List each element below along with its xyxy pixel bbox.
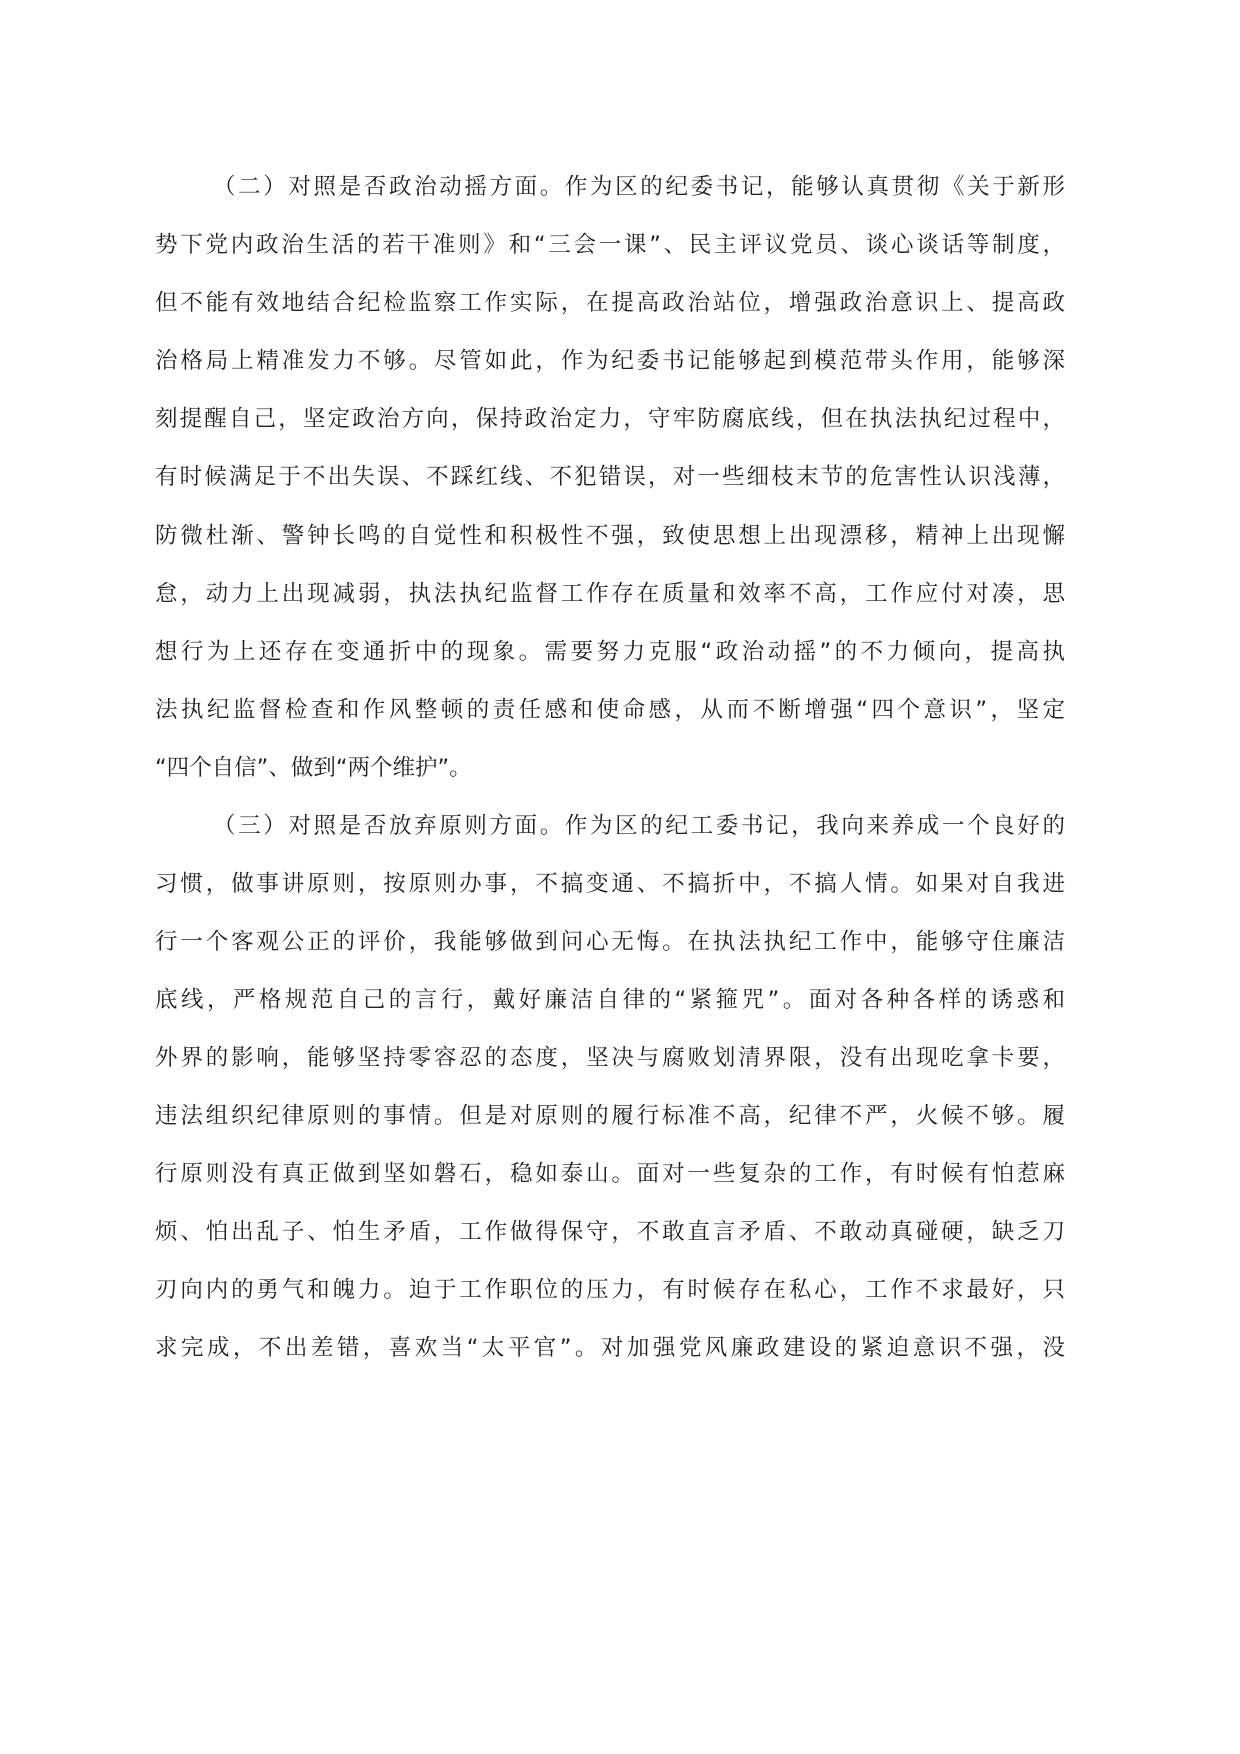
- paragraph-line: （二）对照是否政治动摇方面。作为区的纪委书记，能够认真贯彻《关于新形: [213, 174, 1065, 200]
- paragraph-line: 有时候满足于不出失误、不踩红线、不犯错误，对一些细枝末节的危害性认识浅薄，: [155, 464, 1065, 490]
- paragraph-line: 习惯，做事讲原则，按原则办事，不搞变通、不搞折中，不搞人情。如果对自我进: [155, 871, 1065, 897]
- paragraph-line: 刃向内的勇气和魄力。迫于工作职位的压力，有时候存在私心，工作不求最好，只: [155, 1277, 1065, 1303]
- paragraph-line: 怠，动力上出现减弱，执法执纪监督工作存在质量和效率不高，工作应付对凑，思: [155, 581, 1065, 607]
- paragraph-line: 违法组织纪律原则的事情。但是对原则的履行标准不高，纪律不严，火候不够。履: [155, 1103, 1065, 1129]
- paragraph-line: “四个自信”、做到“两个维护”。: [155, 755, 472, 781]
- paragraph-line: 法执纪监督检查和作风整顿的责任感和使命感，从而不断增强“四个意识”，坚定: [155, 697, 1065, 723]
- paragraph-line: 想行为上还存在变通折中的现象。需要努力克服“政治动摇”的不力倾向，提高执: [155, 639, 1065, 665]
- paragraph-line: 但不能有效地结合纪检监察工作实际，在提高政治站位，增强政治意识上、提高政: [155, 290, 1065, 316]
- paragraph-line: 外界的影响，能够坚持零容忍的态度，坚决与腐败划清界限，没有出现吃拿卡要，: [155, 1045, 1065, 1071]
- paragraph-line: 刻提醒自己，坚定政治方向，保持政治定力，守牢防腐底线，但在执法执纪过程中，: [155, 406, 1065, 432]
- paragraph-line: 底线，严格规范自己的言行，戴好廉洁自律的“紧箍咒”。面对各种各样的诱惑和: [155, 987, 1065, 1013]
- paragraph-line: 治格局上精准发力不够。尽管如此，作为纪委书记能够起到模范带头作用，能够深: [155, 348, 1065, 374]
- paragraph-line: 烦、怕出乱子、怕生矛盾，工作做得保守，不敢直言矛盾、不敢动真碰硬，缺乏刀: [155, 1219, 1065, 1245]
- paragraph-line: 势下党内政治生活的若干准则》和“三会一课”、民主评议党员、谈心谈话等制度，: [155, 232, 1065, 258]
- paragraph-line: 求完成，不出差错，喜欢当“太平官”。对加强党风廉政建设的紧迫意识不强，没: [155, 1335, 1065, 1361]
- paragraph-line: 防微杜渐、警钟长鸣的自觉性和积极性不强，致使思想上出现漂移，精神上出现懈: [155, 523, 1065, 549]
- paragraph-line: （三）对照是否放弃原则方面。作为区的纪工委书记，我向来养成一个良好的: [213, 813, 1065, 839]
- paragraph-line: 行原则没有真正做到坚如磐石，稳如泰山。面对一些复杂的工作，有时候有怕惹麻: [155, 1161, 1065, 1187]
- paragraph-line: 行一个客观公正的评价，我能够做到问心无悔。在执法执纪工作中，能够守住廉洁: [155, 929, 1065, 955]
